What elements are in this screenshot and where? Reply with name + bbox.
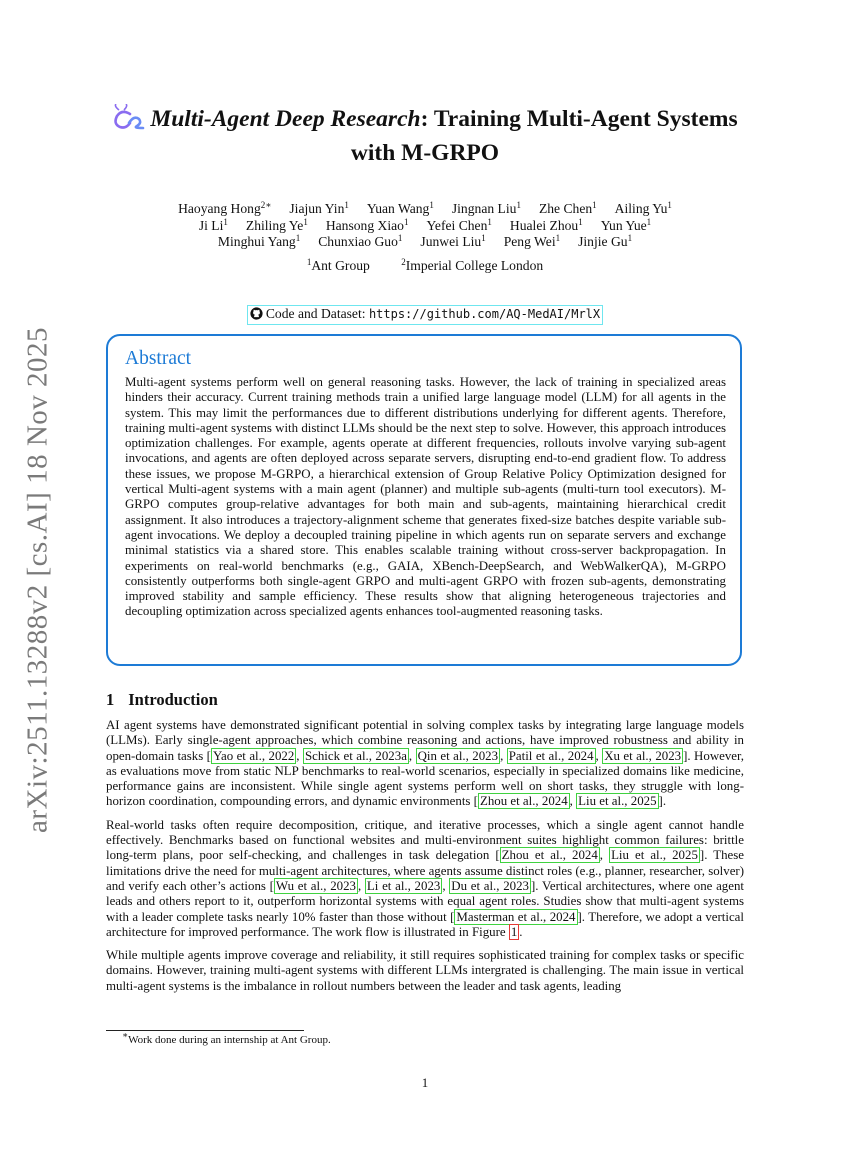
paragraph-text: While multiple agents improve coverage and reliability, it still requires sophisticated training for complex tasks or specific domains. However, training multi-agent systems with different LLMs intergrated is challenging. The main issue in vertical multi-agent systems is the imbalance in rollout numbers between the leader and task agents, leading <box>106 948 744 993</box>
citation-link[interactable]: Patil et al., 2024 <box>508 748 594 763</box>
abstract-heading: Abstract <box>125 348 192 369</box>
author: Yun Yue$^1$ <box>600 216 652 233</box>
paragraph-text: ]. However, as evaluations move from static NLP benchmarks to real-world scenarios, especially in specialized domains like medicine, performance gains are inconsistent. While single agent systems perform well on short tasks, they struggle with long-horizon coordination, compounding errors, and dynamic environments [ <box>106 748 745 809</box>
intro-body <box>106 718 744 1002</box>
affiliation: $^2$Imperial College London <box>401 257 544 273</box>
footnote-rule <box>106 1030 304 1031</box>
citation-link[interactable]: Li et al., 2023 <box>366 878 441 893</box>
section-title: Introduction <box>128 690 218 709</box>
paper-title <box>100 104 750 168</box>
author: Minghui Yang$^1$ <box>217 233 301 249</box>
title-rest: : Training Multi-Agent Systems <box>420 106 738 132</box>
paragraph-text: , <box>357 878 365 893</box>
author-line-3 <box>100 234 750 251</box>
abstract-box <box>106 334 742 666</box>
author: Junwei Liu$^1$ <box>420 233 486 249</box>
paragraph-text: , <box>296 748 303 763</box>
author: Ailing Yu$^1$ <box>614 200 672 216</box>
figure-ref-link[interactable]: 1 <box>510 924 518 939</box>
agent-logo-icon <box>112 104 146 138</box>
paragraph-text: , <box>569 794 577 809</box>
repo-url[interactable]: https://github.com/AQ-MedAI/MrlX <box>368 307 601 321</box>
paragraph-text: , <box>408 748 416 763</box>
author: Chunxiao Guo$^1$ <box>318 233 403 249</box>
author: Jinjie Gu$^1$ <box>578 233 633 249</box>
citation-link[interactable]: Zhou et al., 2024 <box>501 848 598 863</box>
author: Zhe Chen$^1$ <box>538 200 597 216</box>
github-icon <box>250 307 263 324</box>
intro-paragraph <box>106 818 744 940</box>
paragraph-text: , <box>599 848 610 863</box>
paragraph-text: , <box>595 748 603 763</box>
author: Hansong Xiao$^1$ <box>325 216 409 233</box>
author-list <box>100 201 750 251</box>
intro-paragraph <box>106 718 744 810</box>
author: Hualei Zhou$^1$ <box>509 216 583 233</box>
author: Zhiling Ye$^1$ <box>245 216 308 233</box>
citation-link[interactable]: Liu et al., 2025 <box>611 848 698 863</box>
citation-link[interactable]: Liu et al., 2025 <box>578 794 657 809</box>
section-number: 1 <box>106 690 115 709</box>
author: Jingnan Liu$^1$ <box>451 200 521 216</box>
abstract-text: Multi-agent systems perform well on general reasoning tasks. However, the lack of training in specialized areas hinders their accuracy. Current training methods train a unified large language model (LLM) for all agents in the system. This may limit the performances due to different distributions underlying for different agents. Therefore, training multi-agent systems with distinct LLMs should be the next step to solve. However, this approach introduces optimization challenges. For example, agents operate at different frequencies, rollouts involve varying sub-agent invocations, and agents are often deployed across separate servers, disrupting end-to-end gradient flow. To address these issues, we propose M-GRPO, a hierarchical extension of Group Relative Policy Optimization designed for vertical Multi-agent systems with a main agent (planner) and multiple sub-agents (multi-turn tool executors). M-GRPO computes group-relative advantages for both main and sub-agents, maintaining hierarchical credit assignment. It also introduces a trajectory-alignment scheme that generates fixed-size batches despite variable sub-agent invocations. We deploy a decoupled training pipeline in which agents run on separate servers and exchange minimal statistics via a shared store. This enables scalable training without cross-server backpropagation. In experiments on real-world benchmarks (e.g., GAIA, XBench-DeepSearch, and WebWalkerQA), M-GRPO consistently outperforms both single-agent GRPO and multi-agent GRPO with frozen sub-agents, demonstrating improved stability and sample efficiency. These results show that aligning heterogeneous trajectories and decoupling optimization across specialized agents enhances tool-augmented reasoning tasks. <box>125 375 726 619</box>
author-line-2 <box>100 218 750 235</box>
arxiv-side-identifier <box>18 320 58 840</box>
citation-link[interactable]: Yao et al., 2022 <box>212 748 295 763</box>
author: Jiajun Yin$^1$ <box>289 200 349 216</box>
citation-link[interactable]: Zhou et al., 2024 <box>479 794 568 809</box>
code-label: Code and Dataset: <box>265 306 366 321</box>
affiliation: $^1$Ant Group <box>306 257 370 273</box>
paragraph-text: ]. Therefore, we adopt a vertical architecture for improved performance. The work flow is illustrated in Figure <box>106 909 744 939</box>
intro-paragraph <box>106 948 744 994</box>
author: Haoyang Hong$^{2∗}$ <box>178 200 272 216</box>
title-emphasis: Multi-Agent Deep Research <box>150 106 421 132</box>
author-line-1 <box>100 201 750 218</box>
section-heading <box>106 690 218 710</box>
code-dataset-link[interactable] <box>247 305 603 325</box>
author: Yuan Wang$^1$ <box>366 200 434 216</box>
footnote: ∗Work done during an internship at Ant Group. <box>122 1030 331 1046</box>
paragraph-text: , <box>500 748 507 763</box>
paragraph-text: AI agent systems have demonstrated significant potential in solving complex tasks by integrating large language models (LLMs). Early single-agent approaches, which combine reasoning and actions, have improved robustness and ability in open-domain tasks [ <box>106 718 744 763</box>
citation-link[interactable]: Qin et al., 2023 <box>417 748 499 763</box>
affiliations <box>100 258 750 274</box>
title-line-1 <box>100 104 750 138</box>
paragraph-text: . <box>519 924 523 939</box>
citation-link[interactable]: Masterman et al., 2024 <box>456 909 576 924</box>
paragraph-text: ]. Vertical architectures, where one agent leads and others report to it, outperform horizontal systems with equal agent roles. Studies show that multi-agent systems with a leader complete tasks nearly 10% faster than those without [ <box>106 878 744 924</box>
citation-link[interactable]: Wu et al., 2023 <box>275 878 356 893</box>
arxiv-id-text: arXiv:2511.13288v2 [cs.AI] 18 Nov 2025 <box>21 326 54 834</box>
paragraph-text: Real-world tasks often require decomposition, critique, and iterative processes, which a single agent cannot handle effectively. Benchmarks based on functional websites and multi-environment suites highlight common failures: brittle long-term plans, poor self-checking, and challenges in task delegation [ <box>106 817 744 863</box>
code-dataset-line <box>100 305 750 325</box>
paragraph-text: ]. <box>658 794 667 809</box>
paragraph-text: ]. These limitations drive the need for multi-agent architectures, where agents assume distinct roles (e.g., planner, researcher, solver) and verify each other’s actions [ <box>106 848 745 893</box>
citation-link[interactable]: Xu et al., 2023 <box>604 748 682 763</box>
title-line-2: with M-GRPO <box>350 140 500 166</box>
author: Ji Li$^1$ <box>198 216 228 233</box>
paragraph-text: , <box>442 878 450 893</box>
author: Peng Wei$^1$ <box>503 233 561 249</box>
author: Yefei Chen$^1$ <box>426 216 492 233</box>
citation-link[interactable]: Du et al., 2023 <box>451 878 529 893</box>
page-number: 1 <box>421 1076 429 1090</box>
citation-link[interactable]: Schick et al., 2023a <box>304 748 407 763</box>
